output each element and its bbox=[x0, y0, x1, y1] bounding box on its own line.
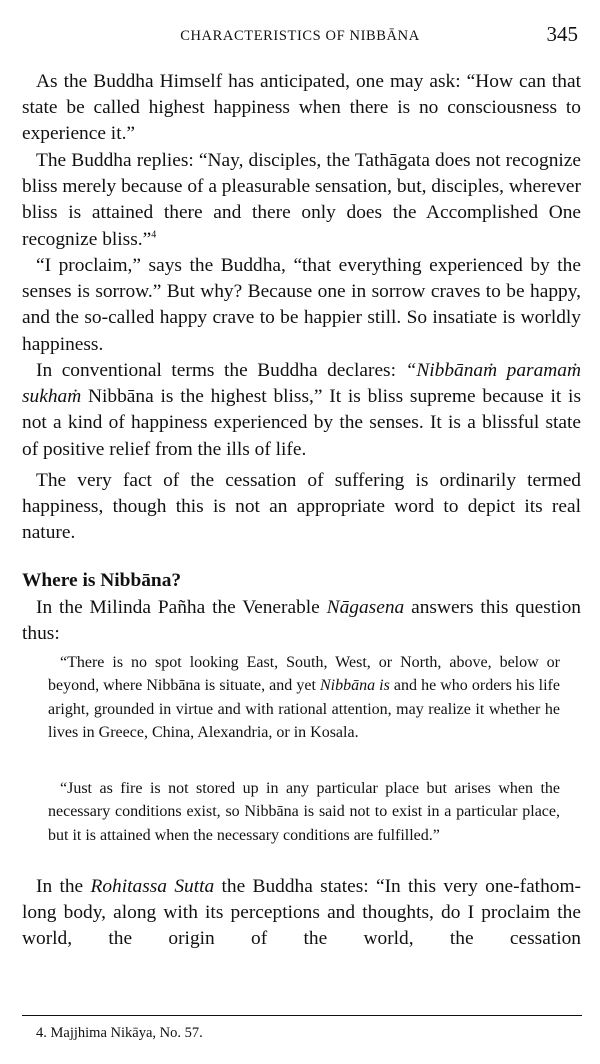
running-head bbox=[0, 22, 600, 52]
paragraph-conventional-terms bbox=[22, 358, 581, 463]
paragraph-text-rest: Nibbāna is the highest bliss,” It is bliss supreme because it is not a kind of happiness experienced by the senses. It is a blissful state of positive relief from the ills of life. bbox=[22, 386, 581, 460]
quote-text: “Just as fire is not stored up in any particular place but arises when the necessary conditions exist, so Nibbāna is said not to exist in a particular place, but it is attained when the necessary conditions are fulfilled.” bbox=[48, 780, 560, 844]
quote-text-rest: and he who orders his life aright, grounded in virtue and with rational attention, may realize it whether he lives in Greece, China, Alexandria, or in Kosala. bbox=[48, 677, 560, 742]
footnote-rule bbox=[22, 1015, 582, 1016]
paragraph-buddha-replies bbox=[22, 148, 581, 253]
quote-emphasis: Nibbāna is bbox=[319, 677, 390, 695]
name-nagasena: Nāgasena bbox=[326, 597, 405, 618]
section-heading: Where is Nibbāna? bbox=[22, 570, 182, 591]
running-title: CHARACTERISTICS OF NIBBĀNA bbox=[180, 28, 420, 44]
paragraph-text-rest: answers this question thus: bbox=[22, 597, 581, 645]
sutta-title: Rohitassa Sutta bbox=[90, 876, 215, 897]
block-quote-fire bbox=[48, 777, 560, 847]
page-number: 345 bbox=[546, 22, 578, 46]
footnote: 4. Majjhima Nikāya, No. 57. bbox=[36, 1025, 203, 1041]
paragraph-text: As the Buddha Himself has anticipated, one may ask: “How can that state be called highest happiness when there is no consciousness to experience it.” bbox=[22, 71, 581, 145]
paragraph-text-rest: the Buddha states: “In this very one-fathom-long body, along with its perceptions and thoughts, do I proclaim the world, the origin of the world, the cessation bbox=[22, 876, 581, 950]
paragraph-i-proclaim bbox=[22, 253, 581, 358]
paragraph-text-lead: In the Milinda Pañha the Venerable bbox=[36, 597, 327, 618]
paragraph-text: The Buddha replies: “Nay, disciples, the Tathāgata does not recognize bliss merely because of a pleasurable sensation, but, disciples, wherever bliss is attained there and there only does the Accomplished One recognize bliss.” bbox=[22, 150, 581, 250]
paragraph-text: The very fact of the cessation of suffering is ordinarily termed happiness, though this is not an appropriate word to depict its real nature. bbox=[22, 470, 581, 544]
paragraph-text: “I proclaim,” says the Buddha, “that everything experienced by the senses is sorrow.” But why? Because one in sorrow craves to be happy, and the so-called happy crave to be happier still. So insatiate is worldly happiness. bbox=[22, 255, 581, 355]
footnote-reference: 4 bbox=[151, 229, 157, 241]
paragraph-text-lead: In the bbox=[36, 876, 91, 897]
pali-phrase: “Nibbānaṁ paramaṁ sukhaṁ bbox=[22, 360, 581, 408]
quote-text-lead: “There is no spot looking East, South, West, or North, above, below or beyond, where Nibbāna is situate, and yet bbox=[48, 654, 560, 695]
paragraph-rohitassa-sutta bbox=[22, 874, 581, 953]
block-quote-no-spot bbox=[48, 651, 560, 745]
paragraph-text-lead: In conventional terms the Buddha declares: bbox=[36, 360, 406, 381]
paragraph-anticipated-question bbox=[22, 69, 581, 148]
paragraph-cessation-of-suffering bbox=[22, 468, 581, 547]
paragraph-milinda-panha bbox=[22, 595, 581, 647]
